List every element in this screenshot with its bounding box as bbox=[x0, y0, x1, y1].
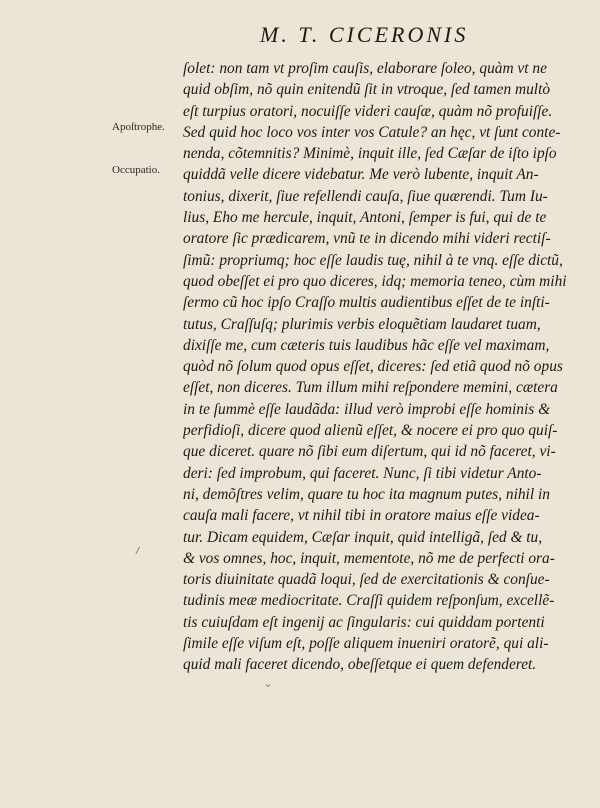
text-line: ſimũ: propriumq; hoc eſſe laudis tuę, nihil à te vnq. eſſe dictũ, bbox=[183, 251, 563, 269]
text-line: quid obſim, nõ quin enitendũ ſit in vtroque, ſed tamen multò bbox=[183, 81, 551, 99]
text-line: quid mali faceret dicendo, obeſſetque ei quem defenderet. bbox=[183, 656, 537, 674]
text-line: eſſet, non diceres. Tum illum mihi reſpondere memini, cætera bbox=[183, 379, 558, 397]
text-line: in te ſummè eſſe laudãda: illud verò improbi eſſe hominis & bbox=[183, 400, 551, 418]
text-line: tudinis meæ mediocritate. Craſſi quidem reſponſum, excellẽ- bbox=[183, 592, 555, 610]
running-head: M. T. CICERONIS bbox=[260, 22, 469, 47]
text-line: dixiſſe me, cum cæteris tuis laudibus hãc eſſe vel maximam, bbox=[183, 336, 550, 354]
text-line: tonius, dixerit, ſiue refellendi cauſa, ſiue quærendi. Tum Iu- bbox=[183, 187, 548, 205]
text-line: tis cuiuſdam eſt ingenij ac ſingularis: cui quiddam portenti bbox=[183, 613, 545, 631]
text-line: ſolet: non tam vt proſim cauſis, elaborare ſoleo, quàm vt ne bbox=[183, 60, 547, 77]
ink-mark: ⌄ bbox=[263, 676, 274, 690]
text-line: nenda, cõtemnitis? Minimè, inquit ille, ſed Cæſar de iſto ipſo bbox=[183, 145, 557, 163]
text-line: quòd nõ ſolum quod opus eſſet, diceres: ſed etiã quod nõ opus bbox=[183, 358, 563, 376]
text-line: eſt turpius oratori, nocuiſſe videri cauſæ, quàm nõ profuiſſe. bbox=[183, 102, 553, 120]
text-line: quiddã velle dicere videbatur. Me verò lubente, inquit An- bbox=[183, 166, 539, 184]
text-line: toris diuinitate quadã loqui, ſed de exercitationis & conſue- bbox=[183, 571, 550, 589]
text-line: & vos omnes, hoc, inquit, mementote, nõ me de perfecti ora- bbox=[183, 549, 555, 567]
margin-mark: / bbox=[136, 545, 140, 557]
text-line: tutus, Craſſuſq; plurimis verbis eloquẽtiam laudaret tuam, bbox=[183, 315, 541, 333]
text-line: tur. Dicam equidem, Cæſar inquit, quid intelligã, ſed & tu, bbox=[183, 528, 543, 546]
text-line: ni, demõſtres velim, quare tu hoc ita magnum putes, nihil in bbox=[183, 485, 550, 503]
text-line: Sed quid hoc loco vos inter vos Catule? an hęc, vt ſunt conte- bbox=[183, 123, 561, 141]
body-text bbox=[183, 58, 575, 676]
text-line: quod obeſſet ei pro quo diceres, idq; memoria teneo, cùm mihi bbox=[183, 272, 567, 290]
text-line: cauſa mali facere, vt nihil tibi in oratore maius eſſe videa- bbox=[183, 507, 540, 525]
margin-note-apostrophe: Apoſtrophe. bbox=[112, 121, 165, 133]
margin-note-occupatio: Occupatio. bbox=[112, 164, 160, 176]
text-line: perfidioſi, dicere quod alienũ eſſet, & nocere ei pro quo quiſ- bbox=[183, 422, 558, 440]
text-line: ſimile eſſe viſum eſt, poſſe aliquem inueniri oratorẽ, qui ali- bbox=[183, 635, 549, 653]
text-line: lius, Eho me hercule, inquit, Antoni, ſemper is fui, qui de te bbox=[183, 209, 547, 227]
text-line: ſermo cũ hoc ipſo Craſſo multis audientibus eſſet de te inſti- bbox=[183, 294, 550, 312]
text-line: que diceret. quare nõ ſibi eum diſertum, qui id nõ faceret, vi- bbox=[183, 443, 556, 461]
text-line: oratore ſic prædicarem, vnũ te in dicendo mihi videri rectiſ- bbox=[183, 230, 551, 248]
text-line: deri: ſed improbum, qui faceret. Nunc, ſi tibi videtur Anto- bbox=[183, 464, 542, 482]
